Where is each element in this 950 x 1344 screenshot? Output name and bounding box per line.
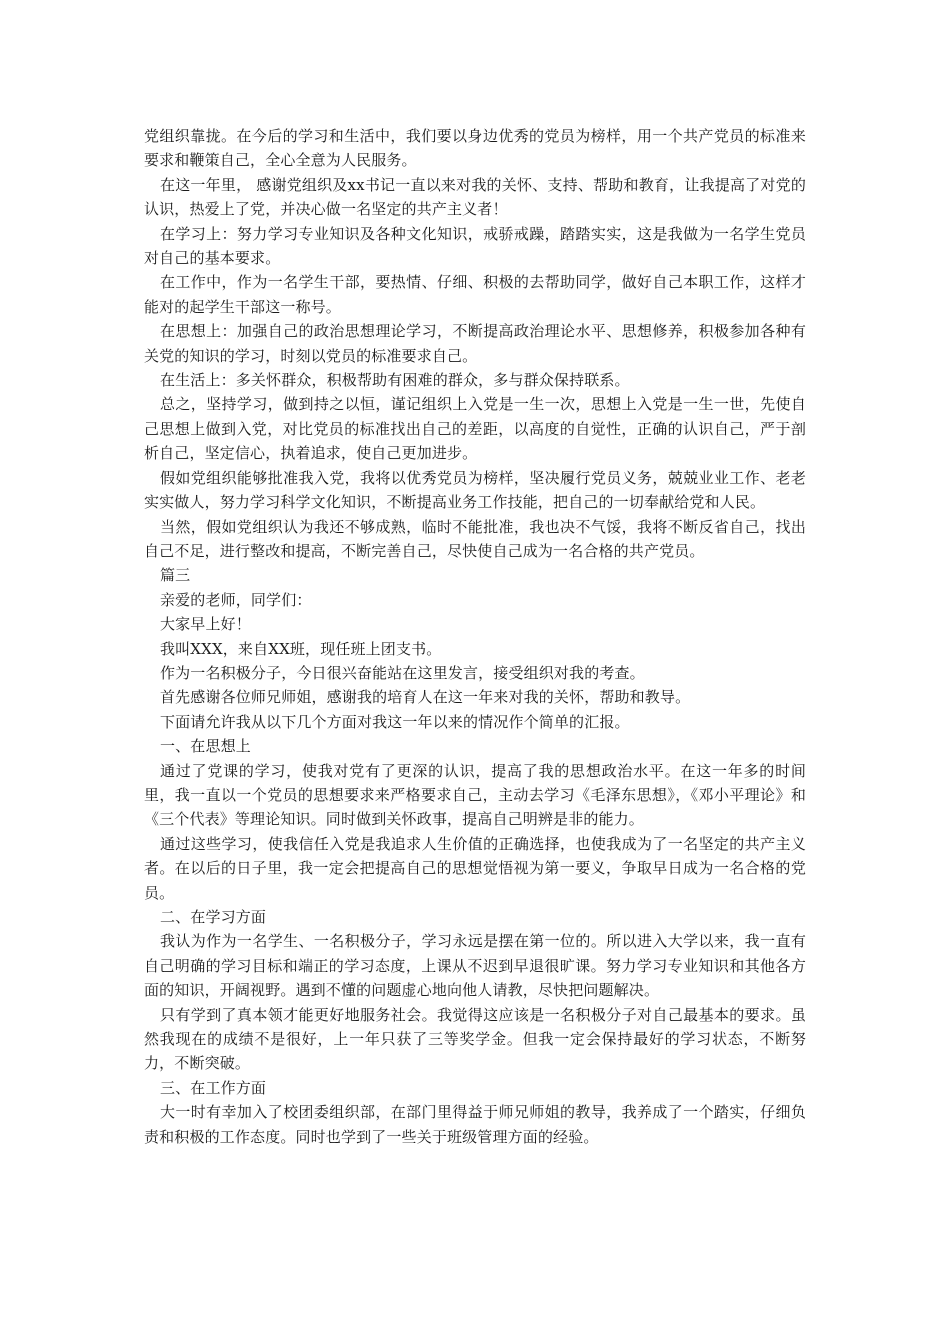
- subsection-heading: 一、在思想上: [160, 737, 251, 756]
- subsection-heading: 三、在工作方面: [160, 1078, 267, 1097]
- paragraph: 在学习上：努力学习专业知识及各种文化知识，戒骄戒躁，踏踏实实，这是我做为一名学生党员对自己的基本要求。: [144, 224, 806, 268]
- paragraph: 大一时有幸加入了校团委组织部，在部门里得益于师兄师姐的教导，我养成了一个踏实，仔细负责和积极的工作态度。同时也学到了一些关于班级管理方面的经验。: [144, 1103, 806, 1146]
- paragraph: 下面请允许我从以下几个方面对我这一年以来的情况作个简单的汇报。: [160, 712, 630, 731]
- document-body: [144, 124, 806, 1149]
- paragraph: 作为一名积极分子，今日很兴奋能站在这里发言，接受组织对我的考查。: [160, 663, 645, 682]
- paragraph: 在思想上：加强自己的政治思想理论学习，不断提高政治理论水平、思想修养，积极参加各种有关党的知识的学习，时刻以党员的标准要求自己。: [144, 322, 806, 365]
- paragraph: 在这一年里， 感谢党组织及xx书记一直以来对我的关怀、支持、帮助和教育，让我提高了对党的认识，热爱上了党，并决心做一名坚定的共产主义者！: [144, 175, 806, 219]
- paragraph: 大家早上好！: [160, 615, 251, 634]
- paragraph: 只有学到了真本领才能更好地服务社会。我觉得这应该是一名积极分子对自己最基本的要求。虽然我现在的成绩不是很好，上一年只获了三等奖学金。但我一定会保持最好的学习状态，不断努力，不断突破。: [144, 1005, 806, 1073]
- paragraph: 在生活上：多关怀群众，积极帮助有困难的群众，多与群众保持联系。: [160, 371, 630, 390]
- paragraph: 党组织靠拢。在今后的学习和生活中，我们要以身边优秀的党员为榜样，用一个共产党员的标准来要求和鞭策自己，全心全意为人民服务。: [144, 127, 806, 170]
- paragraph: 我认为作为一名学生、一名积极分子，学习永远是摆在第一位的。所以进入大学以来，我一直有自己明确的学习目标和端正的学习态度，上课从不迟到早退很旷课。努力学习专业知识和其他各方面的知识，开阔视野。遇到不懂的问题虚心地向他人请教，尽快把问题解决。: [144, 932, 806, 1000]
- paragraph: 当然，假如党组织认为我还不够成熟，临时不能批准，我也决不气馁，我将不断反省自己，找出自己不足，进行整改和提高，不断完善自己，尽快使自己成为一名合格的共产党员。: [144, 517, 806, 560]
- paragraph: 在工作中，作为一名学生干部，要热情、仔细、积极的去帮助同学，做好自己本职工作，这样才能对的起学生干部这一称号。: [144, 273, 806, 316]
- paragraph: 通过这些学习，使我信任入党是我追求人生价值的正确选择，也使我成为了一名坚定的共产主义者。在以后的日子里，我一定会把提高自己的思想觉悟视为第一要义，争取早日成为一名合格的党员。: [144, 834, 806, 902]
- paragraph: 首先感谢各位师兄师姐，感谢我的培育人在这一年来对我的关怀，帮助和教导。: [160, 688, 691, 707]
- section-heading: 篇三: [160, 566, 191, 585]
- subsection-heading: 二、在学习方面: [160, 908, 267, 926]
- paragraph: 我叫XXX，来自XX班，现任班上团支书。: [160, 639, 442, 658]
- paragraph: 假如党组织能够批准我入党，我将以优秀党员为榜样，坚决履行党员义务，兢兢业业工作、老老实实做人，努力学习科学文化知识，不断提高业务工作技能，把自己的一切奉献给党和人民。: [144, 468, 806, 512]
- salutation: 亲爱的老师，同学们：: [160, 590, 312, 609]
- paragraph: 总之，坚持学习，做到持之以恒，谨记组织上入党是一生一次，思想上入党是一生一世，先使自己思想上做到入党，对比党员的标准找出自己的差距，以高度的自觉性，正确的认识自己，严于剖析自己，坚定信心，执着追求，使自己更加进步。: [144, 395, 806, 463]
- paragraph: 通过了党课的学习，使我对党有了更深的认识，提高了我的思想政治水平。在这一年多的时间里，我一直以一个党员的思想要求来严格要求自己，主动去学习《毛泽东思想》，《邓小平理论》和《三个代表》等理论知识。同时做到关怀政事，提高自己明辨是非的能力。: [144, 761, 806, 829]
